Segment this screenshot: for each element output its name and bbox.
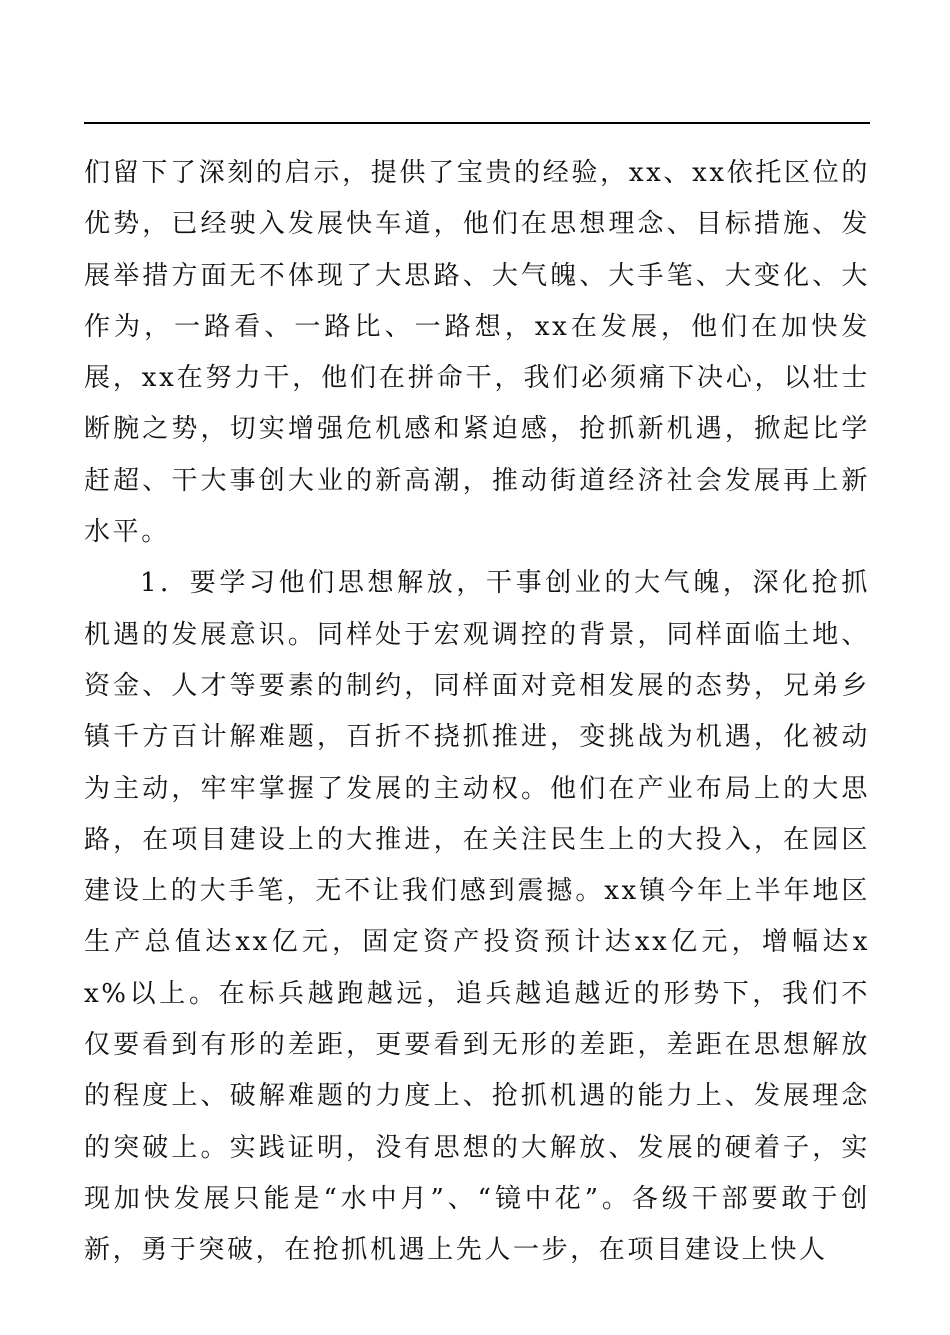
- body-text: [84, 148, 870, 1277]
- paragraph-point-1: 1．要学习他们思想解放，干事创业的大气魄，深化抢抓机遇的发展意识。同样处于宏观调控的背景，同样面临土地、资金、人才等要素的制约，同样面对竞相发展的态势，兄弟乡镇千方百计解难题，百折不挠抓推进，变挑战为机遇，化被动为主动，牢牢掌握了发展的主动权。他们在产业布局上的大思路，在项目建设上的大推进，在关注民生上的大投入，在园区建设上的大手笔，无不让我们感到震撼。xx镇今年上半年地区生产总值达xx亿元，固定资产投资预计达xx亿元，增幅达xx%以上。在标兵越跑越远，追兵越追越近的形势下，我们不仅要看到有形的差距，更要看到无形的差距，差距在思想解放的程度上、破解难题的力度上、抢抓机遇的能力上、发展理念的突破上。实践证明，没有思想的大解放、发展的硬着子，实现加快发展只能是“水中月”、“镜中花”。各级干部要敢于创新，勇于突破，在抢抓机遇上先人一步，在项目建设上快人: [84, 568, 870, 1266]
- header-rule: [84, 122, 870, 124]
- paragraph-continuation: 们留下了深刻的启示，提供了宝贵的经验，xx、xx依托区位的优势，已经驶入发展快车道，他们在思想理念、目标措施、发展举措方面无不体现了大思路、大气魄、大手笔、大变化、大作为，一路看、一路比、一路想，xx在发展，他们在加快发展，xx在努力干，他们在拼命干，我们必须痛下决心，以壮士断腕之势，切实增强危机感和紧迫感，抢抓新机遇，掀起比学赶超、干大事创大业的新高潮，推动街道经济社会发展再上新水平。: [84, 158, 870, 548]
